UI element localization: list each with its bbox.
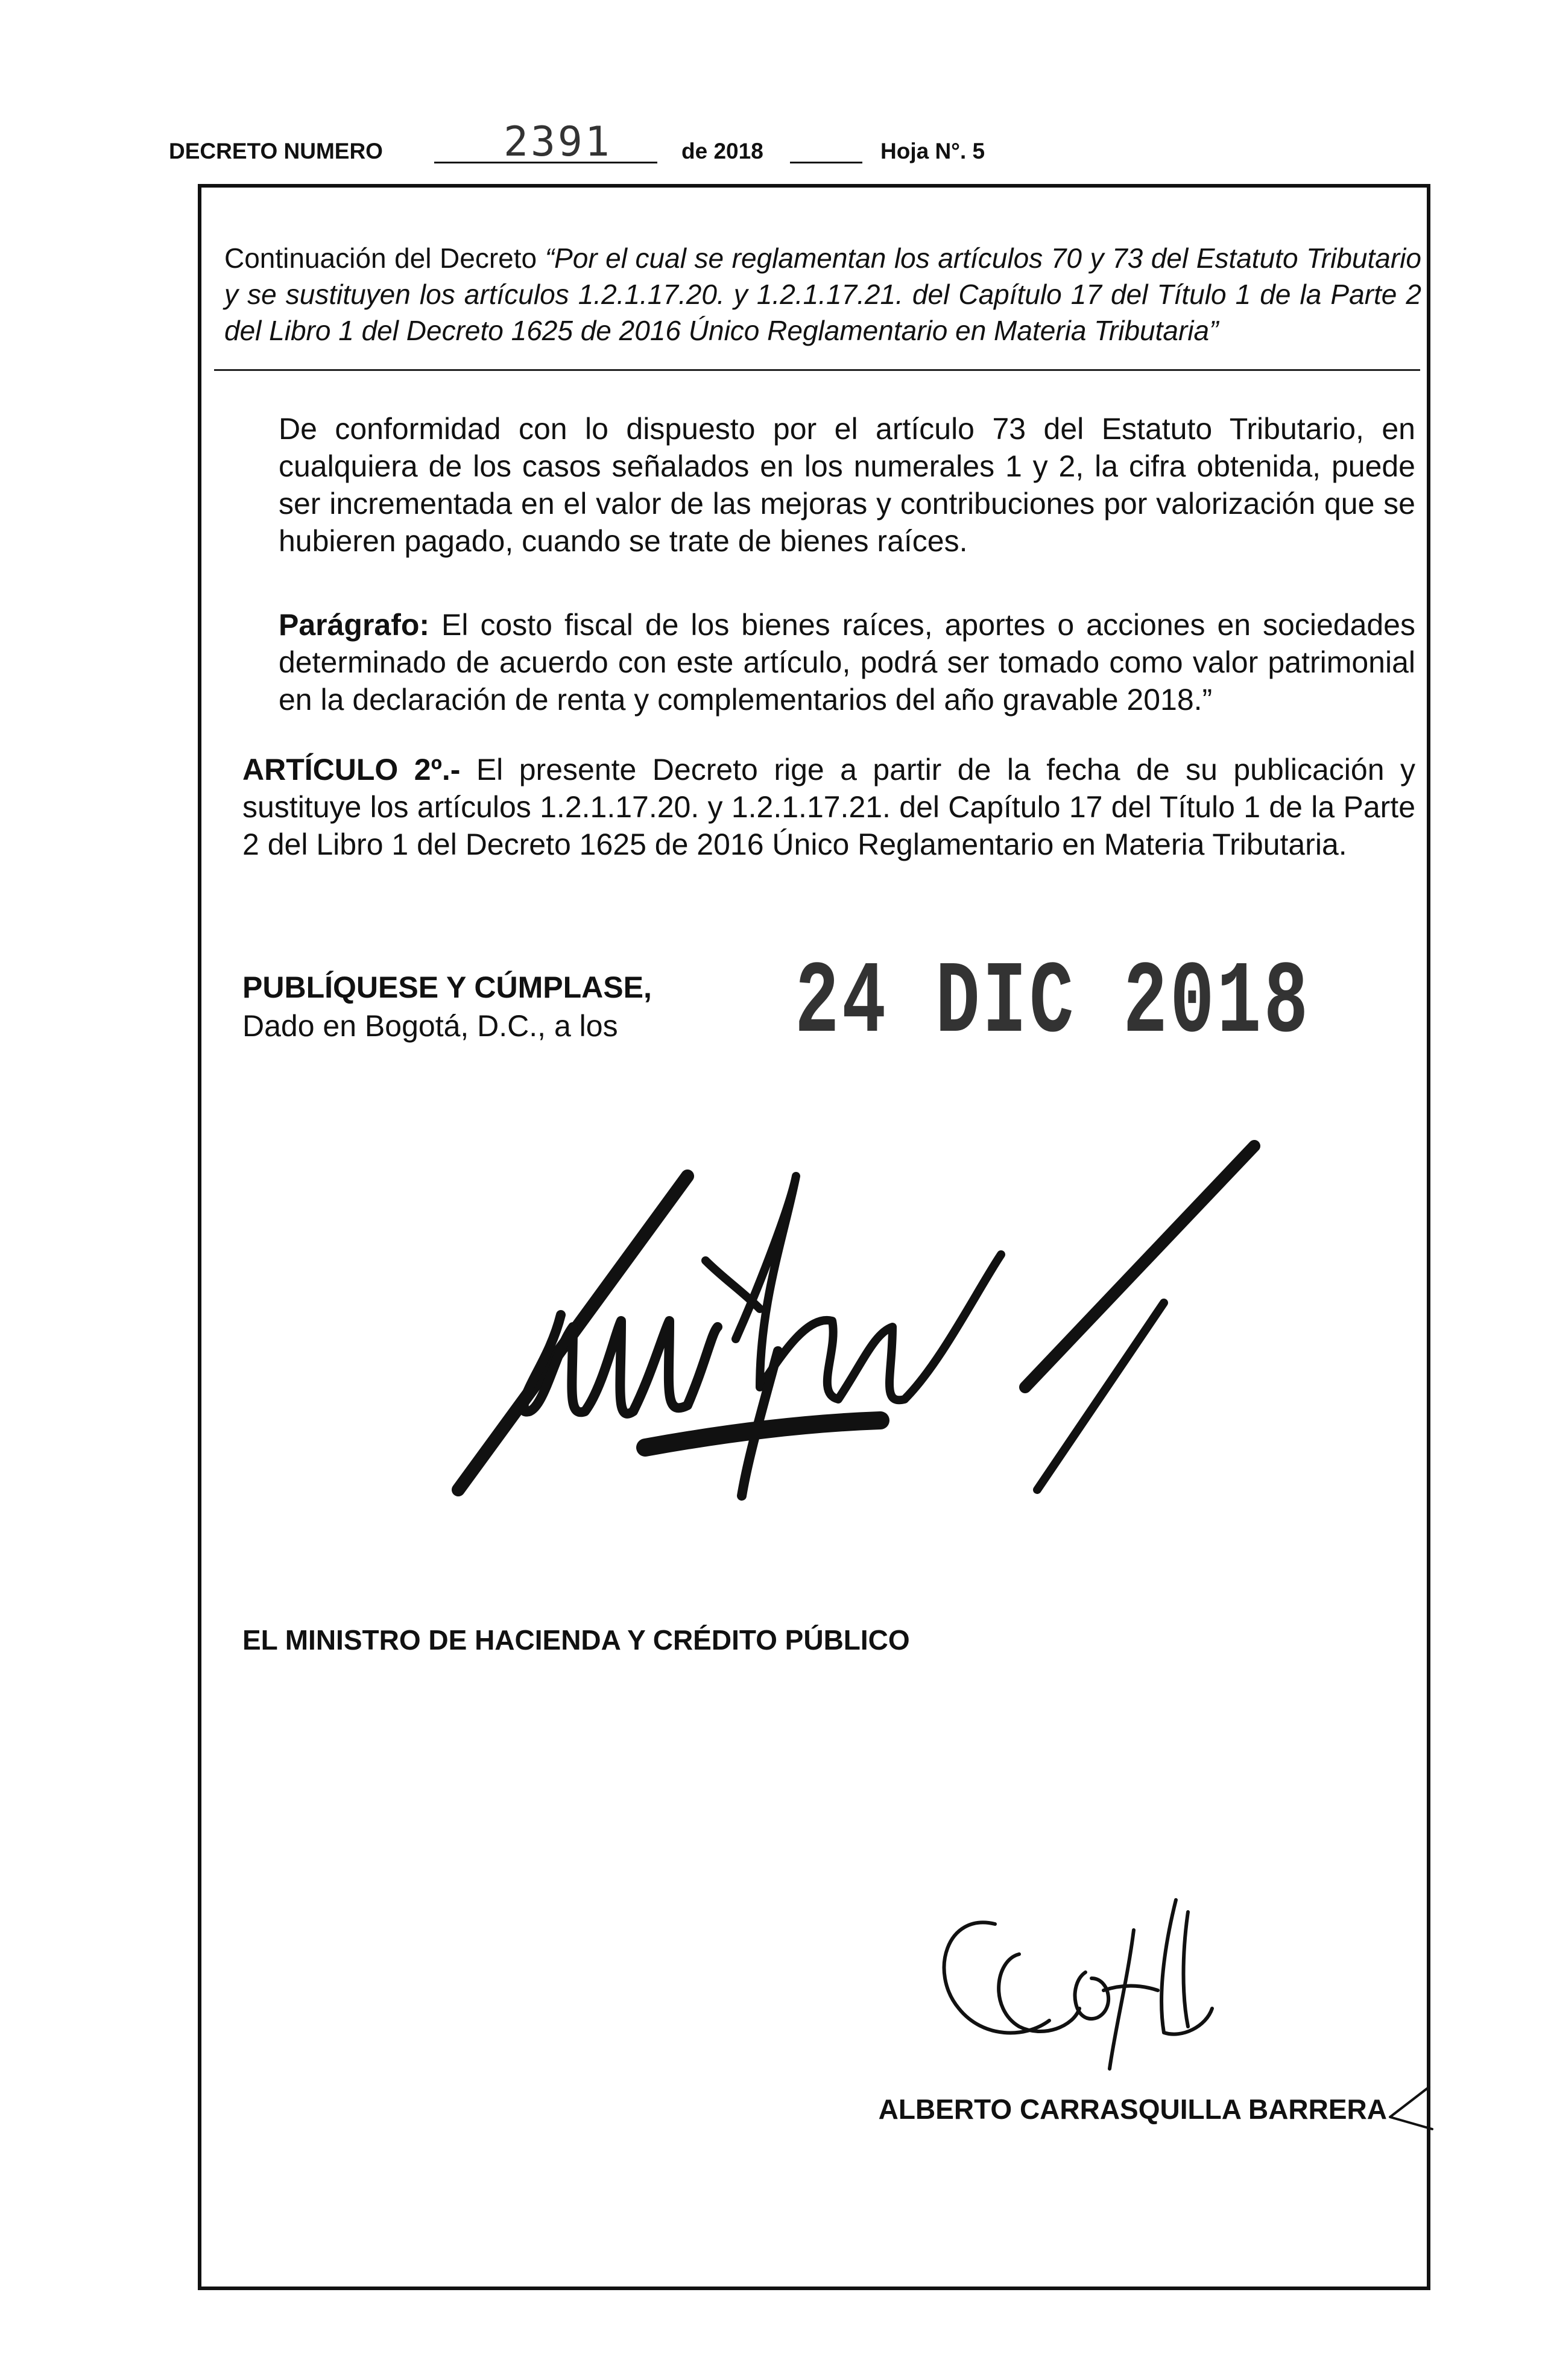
decree-header (169, 118, 989, 172)
publish-heading: PUBLÍQUESE Y CÚMPLASE, (242, 970, 652, 1004)
article-2 (242, 751, 1415, 863)
decree-caption (224, 240, 1421, 349)
publication-block (242, 968, 701, 1045)
president-signature (422, 1134, 1266, 1508)
caption-title: “Por el cual se reglamentan los artículos 70 y 73 del Estatuto Tributario y se sustituyen los artículos 1.2.1.17.20. y 1.2.1.17.21. del Capítulo 17 del Título 1 de la Parte 2 del Libro 1 del Decreto 1625 de 2016 Único Reglamentario en Materia Tributaria” (224, 242, 1421, 346)
article-2-text: El presente Decreto rige a partir de la fecha de su publicación y sustituye los artículos 1.2.1.17.20. y 1.2.1.17.21. del Capítulo 17 del Título 1 de la Parte 2 del Libro 1 del Decreto 1625 de 2016 Único Reglamentario en Materia Tributaria. (242, 753, 1415, 861)
decree-number-label: DECRETO NUMERO (169, 139, 383, 163)
caption-divider (214, 369, 1420, 371)
sheet-number: Hoja N°. 5 (880, 139, 985, 163)
minister-title: EL MINISTRO DE HACIENDA Y CRÉDITO PÚBLICO (242, 1624, 910, 1656)
minister-signature (923, 1888, 1260, 2081)
decree-year: de 2018 (681, 139, 763, 163)
decree-number: 2391 (504, 118, 612, 166)
paragraph-conformity: De conformidad con lo dispuesto por el artículo 73 del Estatuto Tributario, en cualquiera de los casos señalados en los numerales 1 y 2, la cifra obtenida, puede ser incrementada en el valor de las mejoras y contribuciones por valorización que se hubieren pagado, cuando se trate de bienes raíces. (279, 412, 1415, 558)
caption-lead: Continuación del Decreto (224, 242, 545, 274)
given-in-bogota: Dado en Bogotá, D.C., a los (242, 1009, 618, 1043)
paragrafo-text: El costo fiscal de los bienes raíces, aportes o acciones en sociedades determinado de acuerdo con este artículo, podrá ser tomado como valor patrimonial en la declaración de renta y complementarios del año gravable 2018.” (279, 608, 1415, 717)
article-2-label: ARTÍCULO 2º.- (242, 753, 461, 786)
paragraph-paragrafo (279, 606, 1415, 718)
initials-mark (1381, 2084, 1435, 2132)
year-underline (790, 162, 862, 163)
date-stamp: 24 DIC 2018 (795, 946, 1311, 1062)
minister-name: ALBERTO CARRASQUILLA BARRERA (878, 2094, 1387, 2125)
paragrafo-label: Parágrafo: (279, 608, 430, 642)
